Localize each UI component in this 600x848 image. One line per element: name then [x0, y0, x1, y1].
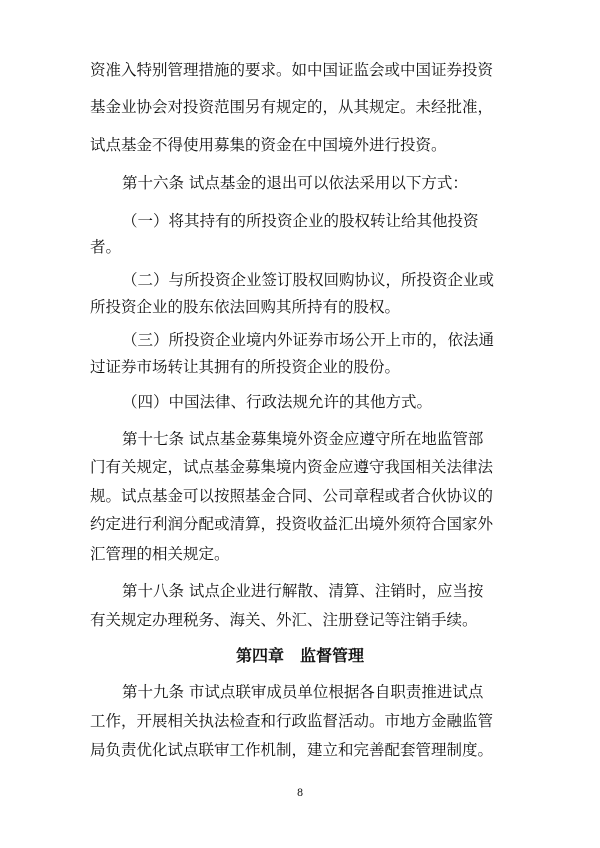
text-line: 规。试点基金可以按照基金合同、公司章程或者合伙协议的 [90, 487, 494, 505]
text-line: 局负责优化试点联审工作机制，建立和完善配套管理制度。 [90, 741, 494, 759]
text-line: 门有关规定，试点基金募集境内资金应遵守我国相关法律法 [90, 458, 494, 476]
article-16-heading: 第十六条 试点基金的退出可以依法采用以下方式： [122, 174, 468, 192]
text-line: （二）与所投资企业签订股权回购协议，所投资企业或 [122, 271, 495, 289]
text-line: 工作，开展相关执法检查和行政监督活动。市地方金融监管 [90, 712, 494, 730]
text-line: 试点基金不得使用募集的资金在中国境外进行投资。 [90, 136, 447, 154]
text-line: 过证券市场转让其拥有的所投资企业的股份。 [90, 358, 401, 376]
text-line: 者。 [90, 238, 122, 256]
text-line: 有关规定办理税务、海关、外汇、注册登记等注销手续。 [90, 611, 478, 629]
text-line: 资准入特别管理措施的要求。如中国证监会或中国证券投资 [90, 61, 494, 79]
text-line: （一）将其持有的所投资企业的股权转让给其他投资 [122, 212, 479, 230]
chapter-heading: 第四章 监督管理 [235, 646, 364, 665]
text-line: 所投资企业的股东依法回购其所持有的股权。 [90, 298, 401, 316]
page-number: 8 [296, 788, 304, 799]
text-line: 约定进行利润分配或清算，投资收益汇出境外须符合国家外 [90, 515, 494, 533]
text-line: 汇管理的相关规定。 [90, 545, 230, 563]
article-17-heading: 第十七条 试点基金募集境外资金应遵守所在地监管部 [122, 430, 484, 448]
text-line: （四）中国法律、行政法规允许的其他方式。 [122, 393, 433, 411]
text-line: 基金业协会对投资范围另有规定的，从其规定。未经批准， [90, 98, 494, 116]
text-line: （三）所投资企业境内外证券市场公开上市的，依法通 [122, 331, 495, 349]
article-18-heading: 第十八条 试点企业进行解散、清算、注销时，应当按 [122, 582, 484, 600]
article-19-heading: 第十九条 市试点联审成员单位根据各自职责推进试点 [122, 683, 484, 701]
